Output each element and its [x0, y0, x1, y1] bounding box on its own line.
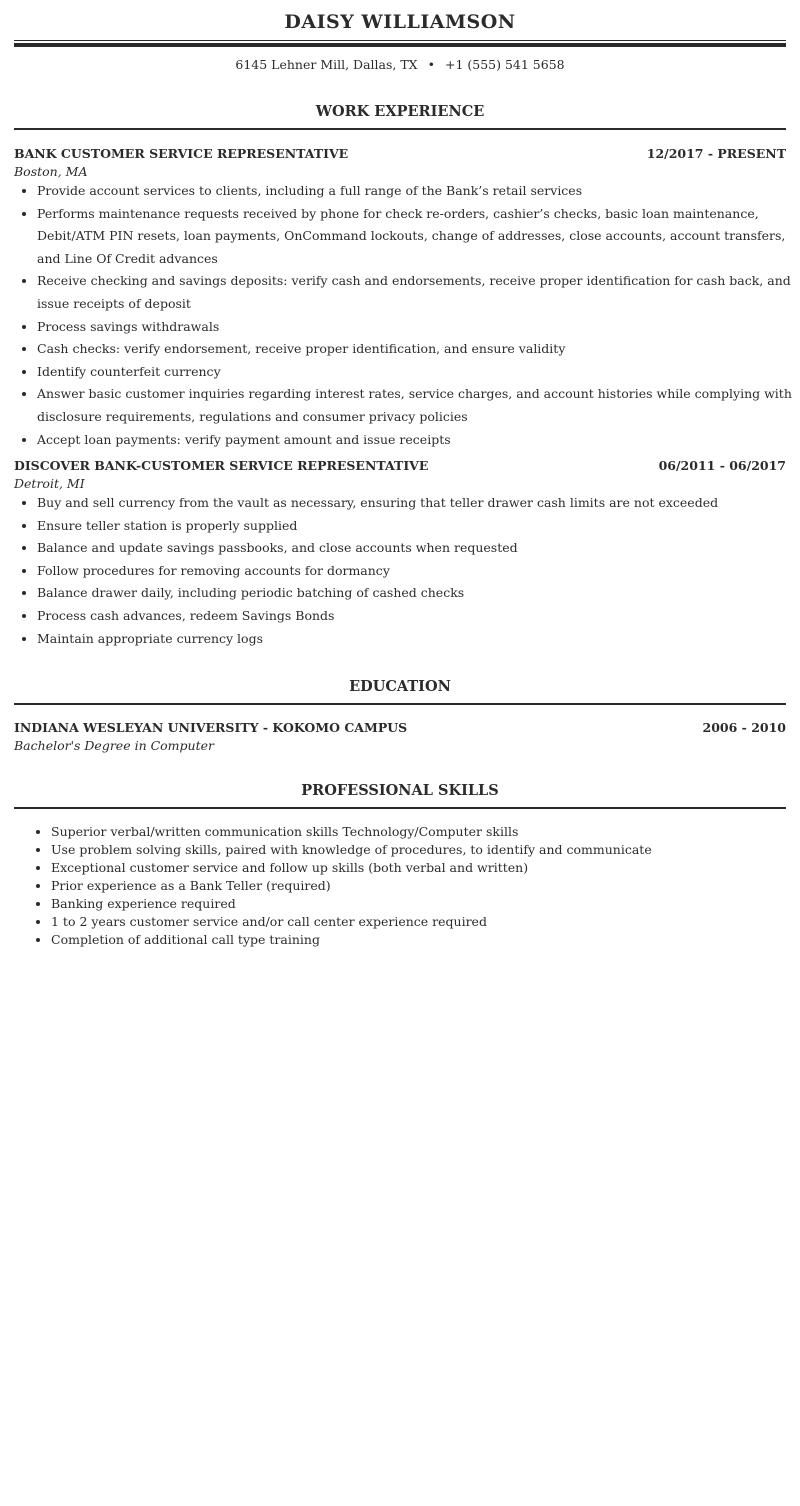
list-item: • Balance drawer daily, including periodic batching of cashed checks [37, 582, 797, 605]
job-dates: 06/2011 - 06/2017 [658, 458, 786, 473]
phone: +1 (555) 541 5658 [444, 57, 565, 72]
job-bullet-list [14, 180, 797, 451]
job-title: BANK CUSTOMER SERVICE REPRESENTATIVE [14, 146, 349, 161]
list-item: • Answer basic customer inquiries regarding interest rates, service charges, and account histories while complying with disclosure requirements, regulations and consumer privacy policies [37, 383, 797, 428]
section-rule-skills [14, 807, 786, 809]
job-location: Boston, MA [14, 164, 88, 179]
list-item: • Identify counterfeit currency [37, 361, 797, 384]
list-item: • Cash checks: verify endorsement, receive proper identification, and ensure validity [37, 338, 797, 361]
contact-separator: • [427, 57, 435, 72]
list-item: • Performs maintenance requests received by phone for check re-orders, cashier’s checks, basic loan maintenance, Debit/ATM PIN resets, loan payments, OnCommand lockouts, change of addresses, close accounts, account transfers, and Line Of Credit advances [37, 203, 797, 271]
education-dates: 2006 - 2010 [702, 720, 786, 735]
list-item: • Receive checking and savings deposits: verify cash and endorsements, receive proper identification for cash back, and issue receipts of deposit [37, 270, 797, 315]
list-item: • Prior experience as a Bank Teller (required) [51, 877, 791, 895]
list-item: • Superior verbal/written communication skills Technology/Computer skills [51, 823, 791, 841]
section-title-skills: PROFESSIONAL SKILLS [301, 782, 499, 799]
list-item: • Buy and sell currency from the vault as necessary, ensuring that teller drawer cash limits are not exceeded [37, 492, 797, 515]
school-name: INDIANA WESLEYAN UNIVERSITY - KOKOMO CAMPUS [14, 720, 408, 735]
list-item: • Exceptional customer service and follow up skills (both verbal and written) [51, 859, 791, 877]
address: 6145 Lehner Mill, Dallas, TX [235, 57, 418, 72]
section-title-work: WORK EXPERIENCE [315, 103, 485, 120]
list-item: • 1 to 2 years customer service and/or call center experience required [51, 913, 791, 931]
section-rule-work [14, 128, 786, 130]
list-item: • Accept loan payments: verify payment amount and issue receipts [37, 429, 797, 452]
list-item: • Use problem solving skills, paired with knowledge of procedures, to identify and communicate [51, 841, 791, 859]
section-title-education: EDUCATION [349, 678, 451, 695]
job-dates: 12/2017 - PRESENT [646, 146, 786, 161]
list-item: • Ensure teller station is properly supplied [37, 515, 797, 538]
contact-line [0, 56, 800, 74]
skills-list [28, 823, 791, 949]
list-item: • Process savings withdrawals [37, 316, 797, 339]
section-rule-education [14, 703, 786, 705]
list-item: • Banking experience required [51, 895, 791, 913]
job-location: Detroit, MI [14, 476, 85, 491]
header-rule-thick [14, 43, 786, 47]
job-title: DISCOVER BANK-CUSTOMER SERVICE REPRESENTATIVE [14, 458, 429, 473]
list-item: • Provide account services to clients, including a full range of the Bank’s retail services [37, 180, 797, 203]
list-item: • Process cash advances, redeem Savings Bonds [37, 605, 797, 628]
header-rule-thin [14, 40, 786, 41]
degree: Bachelor's Degree in Computer [14, 738, 214, 753]
list-item: • Maintain appropriate currency logs [37, 628, 797, 651]
job-bullet-list [14, 492, 797, 650]
list-item: • Completion of additional call type training [51, 931, 791, 949]
list-item: • Balance and update savings passbooks, and close accounts when requested [37, 537, 797, 560]
list-item: • Follow procedures for removing accounts for dormancy [37, 560, 797, 583]
candidate-name: DAISY WILLIAMSON [284, 11, 516, 33]
